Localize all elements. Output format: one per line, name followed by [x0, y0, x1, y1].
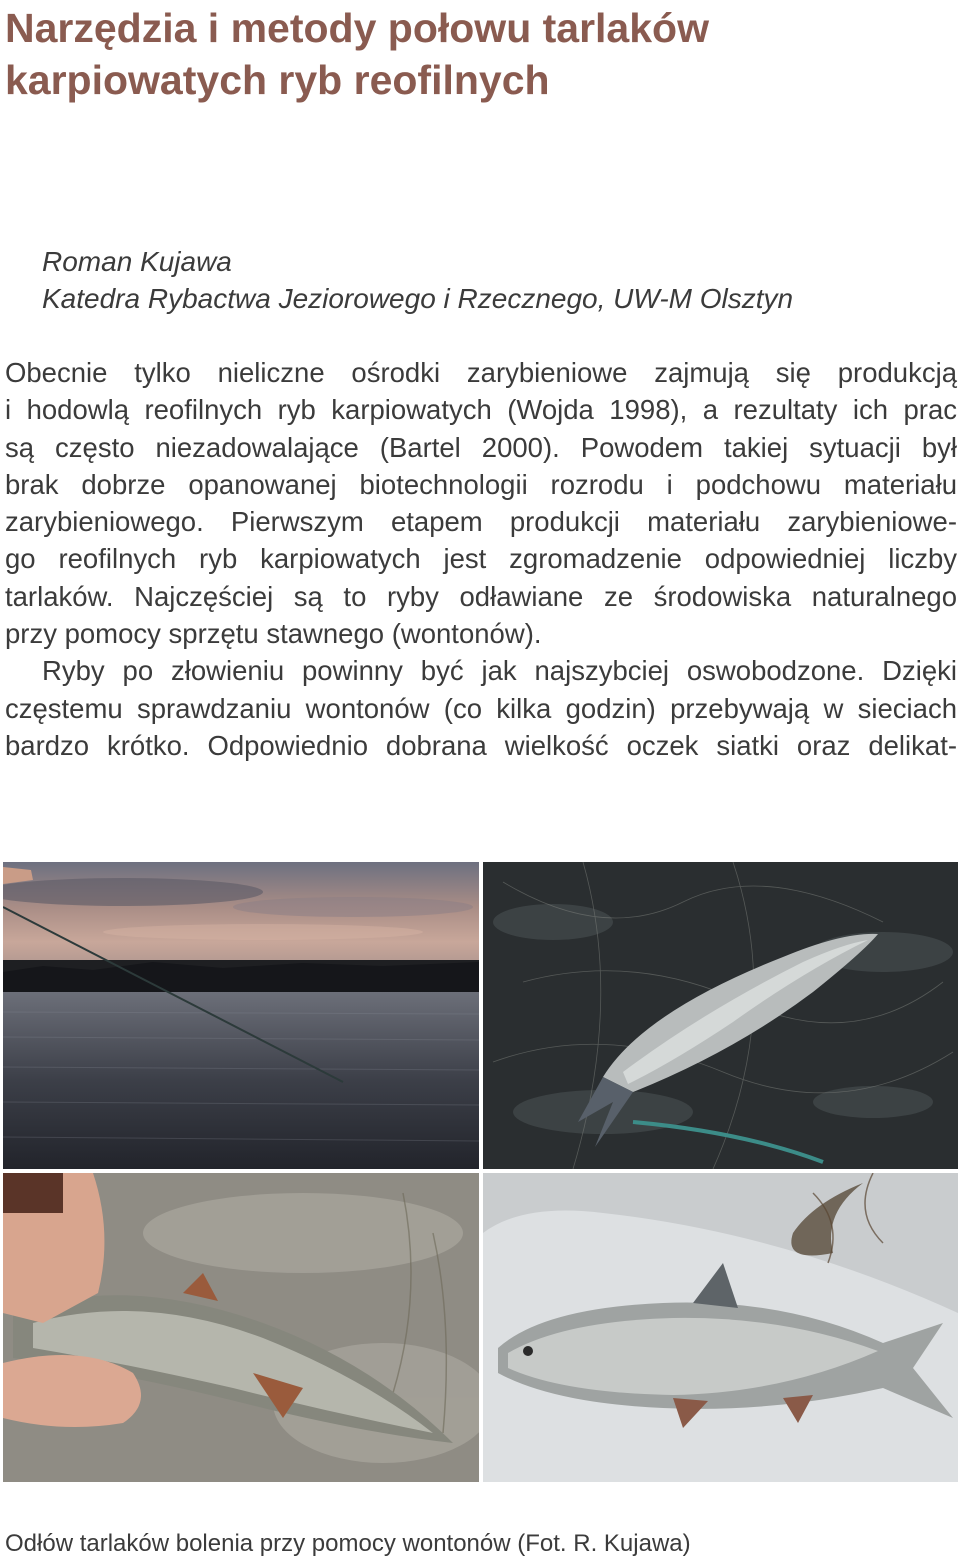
photo-fish-in-net [483, 862, 958, 1169]
figure-caption: Odłów tarlaków bolenia przy pomocy wontonów (Fot. R. Kujawa) [5, 1530, 691, 1557]
photo-lake-dusk [3, 862, 479, 1169]
photo-grid [3, 862, 958, 1482]
body-line: częstemu sprawdzaniu wontonów (co kilka godzin) przebywają w sieciach [5, 692, 957, 724]
author-affiliation: Katedra Rybactwa Jeziorowego i Rzecznego, UW-M Olsztyn [42, 283, 794, 314]
body-line: i hodowlą reofilnych ryb karpiowatych (Wojda 1998), a rezultaty ich prac [5, 394, 957, 426]
body-line: są często niezadowalające (Bartel 2000). Powodem takiej sytuacji był [5, 431, 957, 463]
author-name: Roman Kujawa [42, 246, 232, 277]
body-line: zarybieniowego. Pierwszym etapem produkcji materiału zarybieniowe- [5, 506, 957, 538]
body-line: Obecnie tylko nieliczne ośrodki zarybieniowe zajmują się produkcją [5, 357, 957, 388]
article-title [5, 2, 945, 106]
body-text [5, 354, 957, 764]
photo-fish-on-board [483, 1173, 958, 1482]
body-line: przy pomocy sprzętu stawnego (wontonów). [5, 618, 542, 650]
body-line: bardzo krótko. Odpowiednio dobrana wielkość oczek siatki oraz delikat- [5, 729, 957, 761]
photo-fish-in-hands [3, 1173, 479, 1482]
body-line: tarlaków. Najczęściej są to ryby odławiane ze środowiska naturalnego [5, 580, 957, 612]
title-line-1: Narzędzia i metody połowu tarlaków [5, 5, 709, 51]
body-line: brak dobrze opanowanej biotechnologii rozrodu i podchowu materiału [5, 468, 957, 500]
title-line-2: karpiowatych ryb reofilnych [5, 57, 550, 103]
author-block [42, 243, 793, 317]
body-line: go reofilnych ryb karpiowatych jest zgromadzenie odpowiedniej liczby [5, 543, 957, 575]
body-line: Ryby po złowieniu powinny być jak najszybciej oswobodzone. Dzięki [42, 655, 957, 687]
